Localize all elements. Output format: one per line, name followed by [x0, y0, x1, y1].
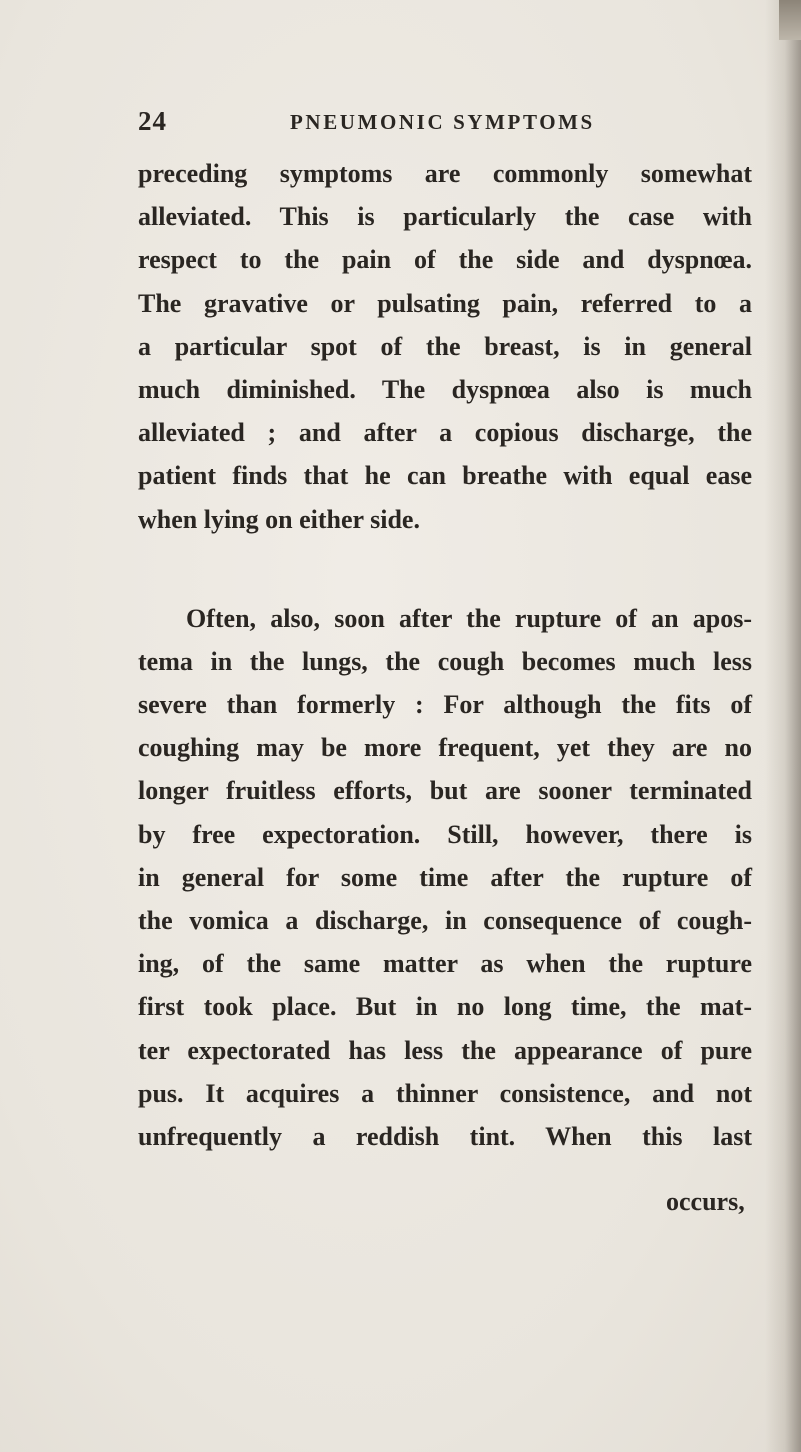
text-line: unfrequently a reddish tint. When this last — [138, 1121, 752, 1151]
text-line: when lying on either side. — [138, 504, 420, 534]
catchword: occurs, — [666, 1187, 745, 1216]
text-line: longer fruitless efforts, but are sooner terminated — [138, 776, 752, 806]
text-line: by free expectoration. Still, however, there is — [138, 819, 752, 849]
running-head: PNEUMONIC SYMPTOMS — [290, 110, 595, 134]
text-line: alleviated. This is particularly the case with — [138, 202, 752, 232]
text-line: pus. It acquires a thinner consistence, and not — [138, 1078, 752, 1108]
page-header — [138, 106, 698, 146]
text-line: preceding symptoms are commonly somewhat — [138, 159, 752, 188]
paragraph-1 — [138, 152, 752, 541]
paragraph-2 — [138, 597, 752, 1158]
page-number: 24 — [138, 106, 167, 136]
text-line: first took place. But in no long time, the mat- — [138, 992, 752, 1022]
page-corner-mark — [779, 0, 801, 40]
text-line: severe than formerly : For although the fits of — [138, 690, 752, 720]
text-line: tema in the lungs, the cough becomes much less — [138, 646, 752, 676]
text-line: Often, also, soon after the rupture of an apos- — [186, 603, 752, 633]
text-line: the vomica a discharge, in consequence of cough- — [138, 906, 752, 935]
text-line: much diminished. The dyspnœa also is much — [138, 374, 752, 404]
body-text — [138, 152, 752, 1158]
text-line: alleviated ; and after a copious discharge, the — [138, 418, 752, 448]
text-line: ter expectorated has less the appearance of pure — [138, 1035, 752, 1065]
text-line: in general for some time after the rupture of — [138, 862, 752, 892]
text-line: ing, of the same matter as when the rupture — [138, 949, 752, 979]
text-line: a particular spot of the breast, is in general — [138, 331, 752, 361]
text-line: respect to the pain of the side and dyspnœa. — [138, 245, 752, 275]
page-edge-shadow — [765, 0, 801, 1452]
text-line: patient finds that he can breathe with equal ease — [138, 461, 752, 491]
text-line: The gravative or pulsating pain, referred to a — [138, 288, 752, 318]
paragraph-gap — [138, 541, 752, 597]
text-line: coughing may be more frequent, yet they are no — [138, 733, 752, 763]
